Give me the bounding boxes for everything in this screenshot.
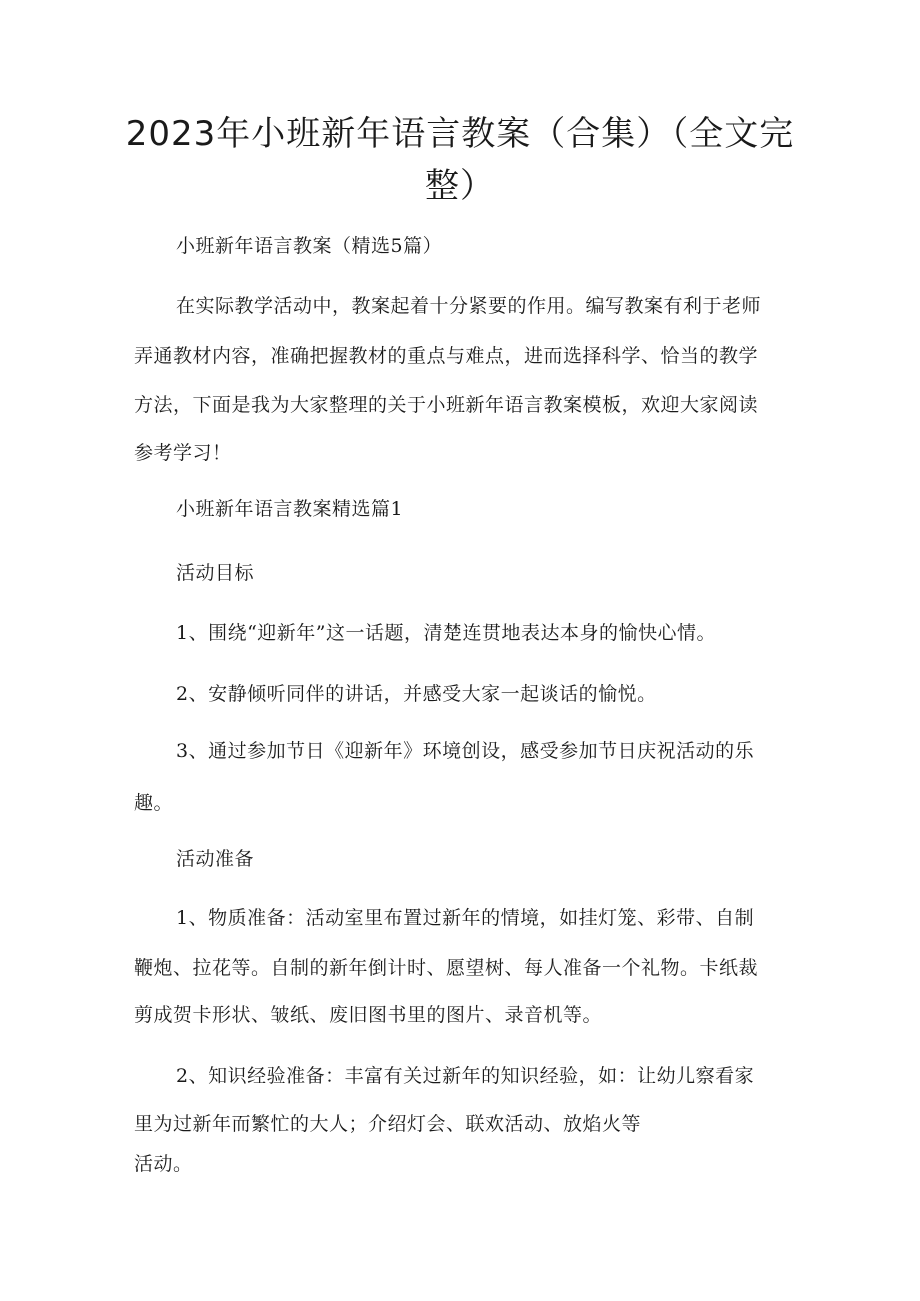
paragraph-line: 在实际教学活动中，教案起着十分紧要的作用。编写教案有利于老师	[176, 295, 762, 317]
list-item-continuation: 趣。	[134, 792, 174, 814]
list-item-continuation: 里为过新年而繁忙的大人；介绍灯会、联欢活动、放焰火等	[134, 1113, 642, 1135]
list-item: 3、通过参加节日《迎新年》环境创设，感受参加节日庆祝活动的乐	[176, 740, 755, 762]
list-item: 1、物质准备：活动室里布置过新年的情境，如挂灯笼、彩带、自制	[176, 907, 755, 929]
list-item-continuation: 活动。	[134, 1153, 193, 1175]
list-item-continuation: 鞭炮、拉花等。自制的新年倒计时、愿望树、每人准备一个礼物。卡纸裁	[134, 957, 759, 979]
section-heading: 活动准备	[176, 848, 255, 870]
paragraph-line: 参考学习！	[134, 442, 232, 464]
subtitle-line: 小班新年语言教案（精选5篇）	[176, 235, 443, 257]
document-title: 2023年小班新年语言教案（合集）（全文完整）	[125, 114, 795, 206]
list-item: 2、知识经验准备：丰富有关过新年的知识经验，如：让幼儿察看家	[176, 1065, 755, 1087]
section-heading: 活动目标	[176, 562, 255, 584]
section-heading: 小班新年语言教案精选篇1	[176, 498, 404, 520]
list-item-continuation: 剪成贺卡形状、皱纸、废旧图书里的图片、录音机等。	[134, 1004, 603, 1026]
paragraph-line: 弄通教材内容，准确把握教材的重点与难点，进而选择科学、恰当的教学	[134, 345, 759, 367]
list-item: 2、安静倾听同伴的讲话，并感受大家一起谈话的愉悦。	[176, 683, 657, 705]
paragraph-line: 方法，下面是我为大家整理的关于小班新年语言教案模板，欢迎大家阅读	[134, 394, 759, 416]
list-item: 1、围绕“迎新年”这一话题，清楚连贯地表达本身的愉快心情。	[176, 622, 717, 644]
